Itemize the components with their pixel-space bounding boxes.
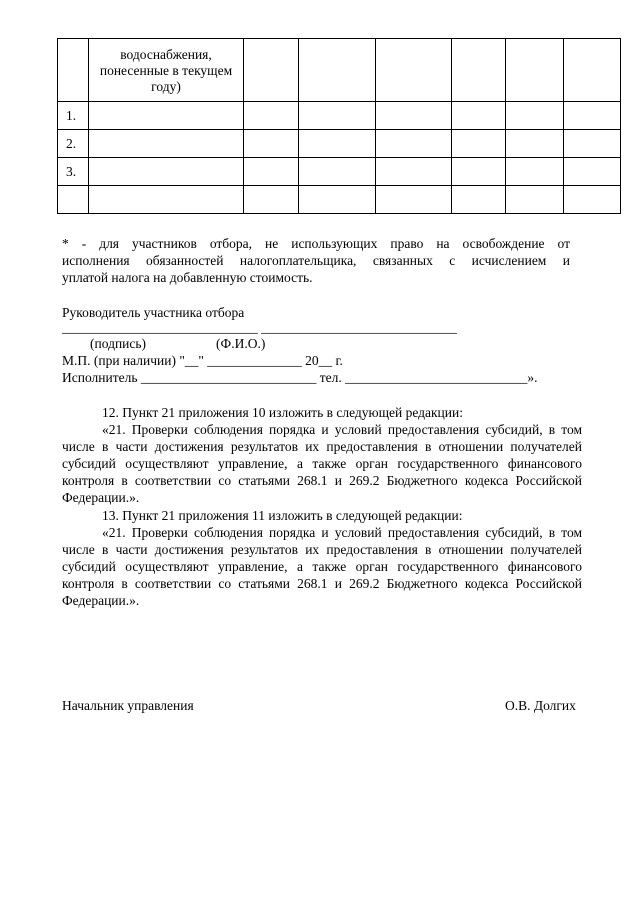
table-cell <box>299 102 376 130</box>
header-line: году) <box>151 78 181 94</box>
footnote-line: исполнения обязанностей налогоплательщика, связанных с исчислением и <box>62 253 570 268</box>
table-cell <box>89 130 244 158</box>
table-cell <box>299 39 376 102</box>
amendment-line: числе в части достижения результатов их предоставления в отношении получателей <box>62 542 582 557</box>
table-row <box>58 158 621 186</box>
row-number <box>58 186 89 214</box>
amendment-line: «21. Проверки соблюдения порядка и условий предоставления субсидий, в том <box>102 422 582 437</box>
sign-caption: (подпись) <box>90 336 147 351</box>
amendment-line: Федерации.». <box>62 593 140 608</box>
row-number: 2. <box>58 130 89 158</box>
data-table <box>57 38 621 214</box>
header-line: понесенные в текущем <box>99 62 233 78</box>
table-cell <box>564 39 621 102</box>
table-header-cell <box>89 39 244 102</box>
table-cell <box>299 130 376 158</box>
table-cell <box>244 39 299 102</box>
header-line: водоснабжения, <box>120 46 212 62</box>
table-cell <box>89 186 244 214</box>
footnote-line: уплатой налога на добавленную стоимость. <box>62 270 313 285</box>
table-cell <box>506 186 564 214</box>
executor-line: Исполнитель __________________________ тел. ___________________________». <box>62 370 538 385</box>
table-row <box>58 186 621 214</box>
table-cell <box>89 158 244 186</box>
table-cell <box>376 102 452 130</box>
table-cell <box>452 130 506 158</box>
amendment-line: числе в части достижения результатов их предоставления в отношении получателей <box>62 439 582 454</box>
amendment-lead: 12. Пункт 21 приложения 10 изложить в следующей редакции: <box>102 405 463 420</box>
table-cell <box>58 39 89 102</box>
table-cell <box>89 102 244 130</box>
signer-name: О.В. Долгих <box>505 698 576 713</box>
table-cell <box>452 102 506 130</box>
table-cell <box>564 158 621 186</box>
table-cell <box>452 158 506 186</box>
footnote-line: * - для участников отбора, не использующих право на освобождение от <box>62 236 570 251</box>
amendment-line: контроля в соответствии со статьями 268.1 и 269.2 Бюджетного кодекса Российской <box>62 473 582 488</box>
amendment-13 <box>62 507 582 609</box>
table-cell <box>564 102 621 130</box>
footnote <box>62 235 570 286</box>
amendment-line: субсидий осуществляют управление, а также орган государственного финансового <box>62 559 582 574</box>
table-row <box>58 102 621 130</box>
table-cell <box>244 130 299 158</box>
row-number: 1. <box>58 102 89 130</box>
table-cell <box>299 186 376 214</box>
amendment-line: Федерации.». <box>62 490 140 505</box>
amendment-line: контроля в соответствии со статьями 268.1 и 269.2 Бюджетного кодекса Российской <box>62 576 582 591</box>
seal-line: М.П. (при наличии) "__" ______________ 20__ г. <box>62 353 343 368</box>
name-caption: (Ф.И.О.) <box>216 336 266 351</box>
table-header-row <box>58 39 621 102</box>
table-cell <box>452 39 506 102</box>
table-cell <box>452 186 506 214</box>
amendment-line: «21. Проверки соблюдения порядка и условий предоставления субсидий, в том <box>102 525 582 540</box>
signature-underline: _____________________________ _____________________________ <box>62 320 457 335</box>
table-cell <box>244 158 299 186</box>
form-signature-block <box>62 304 582 386</box>
table-cell <box>376 39 452 102</box>
table-cell <box>376 158 452 186</box>
table-cell <box>376 186 452 214</box>
table-cell <box>244 102 299 130</box>
table-cell <box>299 158 376 186</box>
row-number: 3. <box>58 158 89 186</box>
amendment-line: субсидий осуществляют управление, а также орган государственного финансового <box>62 456 582 471</box>
table-cell <box>506 102 564 130</box>
table-cell <box>244 186 299 214</box>
table-cell <box>564 130 621 158</box>
head-label: Руководитель участника отбора <box>62 305 245 320</box>
table-cell <box>564 186 621 214</box>
table-cell <box>506 130 564 158</box>
signature-captions <box>62 335 582 352</box>
table-cell <box>506 158 564 186</box>
table-cell <box>506 39 564 102</box>
table-cell <box>376 130 452 158</box>
table-row <box>58 130 621 158</box>
signer-position: Начальник управления <box>62 698 194 713</box>
amendment-12 <box>62 404 582 506</box>
amendment-lead: 13. Пункт 21 приложения 11 изложить в следующей редакции: <box>102 508 463 523</box>
